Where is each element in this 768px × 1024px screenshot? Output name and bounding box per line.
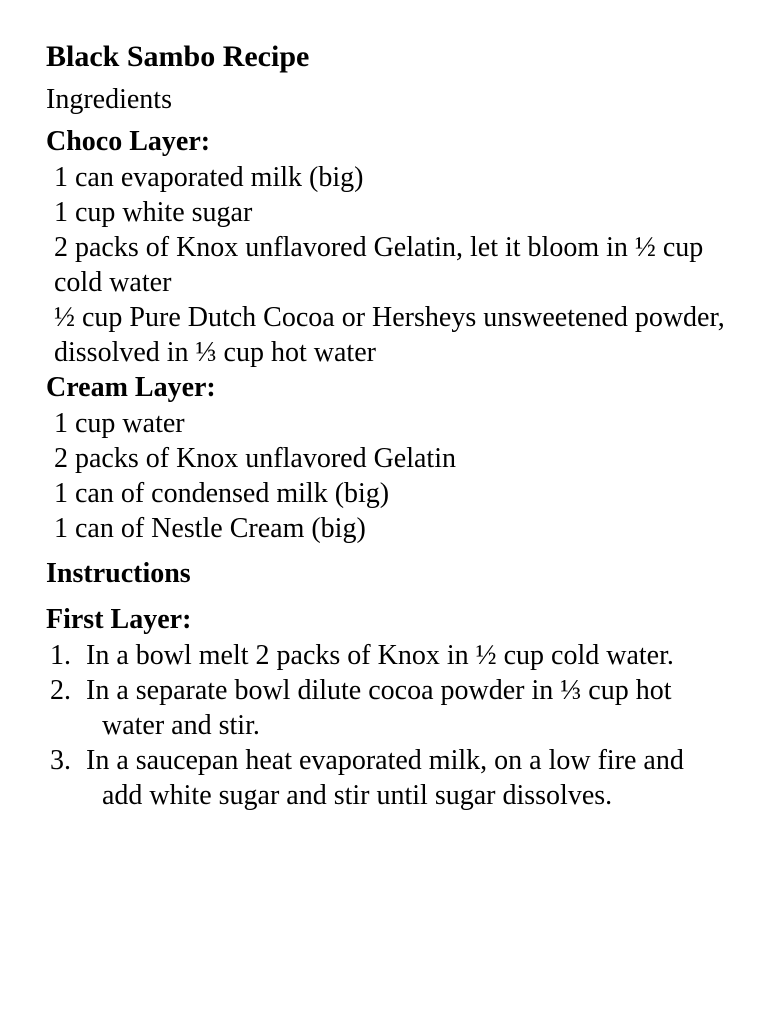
list-item: 1 cup water: [54, 408, 185, 439]
step-item: [46, 673, 728, 743]
instructions-heading: Instructions: [46, 558, 191, 589]
step-text: In a bowl melt 2 packs of Knox in ½ cup cold water.: [86, 640, 674, 671]
step-number: 1.: [50, 640, 71, 671]
choco-layer-label: Choco Layer:: [46, 126, 211, 157]
list-item: 2 packs of Knox unflavored Gelatin, let it bloom in ½ cup cold water: [54, 232, 704, 298]
step-number: 2.: [50, 675, 71, 706]
step-item: [46, 638, 728, 673]
step-text: In a saucepan heat evaporated milk, on a low fire and add white sugar and stir until sugar dissolves.: [86, 745, 684, 811]
step-number: 3.: [50, 745, 71, 776]
list-item: 1 can evaporated milk (big): [54, 162, 364, 193]
list-item: ½ cup Pure Dutch Cocoa or Hersheys unsweetened powder, dissolved in ⅓ cup hot water: [54, 302, 725, 368]
first-layer-steps: [46, 638, 728, 813]
list-item: 1 cup white sugar: [54, 197, 253, 228]
list-item: 2 packs of Knox unflavored Gelatin: [54, 443, 456, 474]
step-item: [46, 743, 728, 813]
first-layer-label: First Layer:: [46, 604, 192, 635]
cream-layer-list: [46, 406, 728, 546]
step-text: In a separate bowl dilute cocoa powder in ⅓ cup hot water and stir.: [86, 675, 672, 741]
page-title: Black Sambo Recipe: [46, 40, 310, 73]
ingredients-heading: Ingredients: [46, 84, 172, 115]
cream-layer-label: Cream Layer:: [46, 372, 216, 403]
list-item: 1 can of condensed milk (big): [54, 478, 390, 509]
list-item: 1 can of Nestle Cream (big): [54, 513, 366, 544]
choco-layer-list: [46, 160, 728, 370]
